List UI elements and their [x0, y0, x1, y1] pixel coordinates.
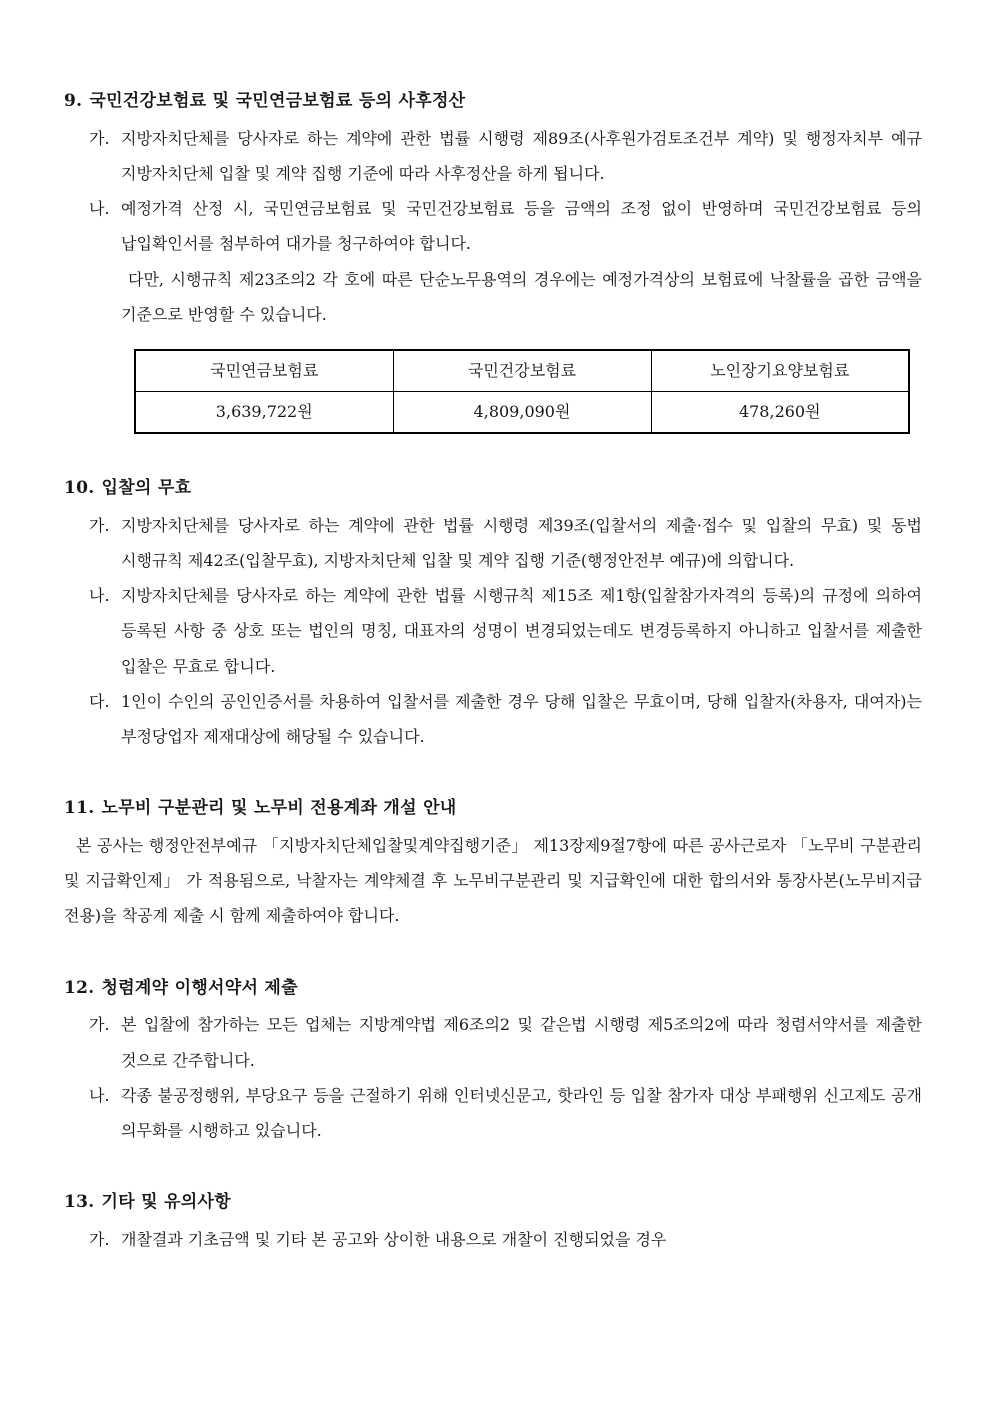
- item-text: 각종 불공정행위, 부당요구 등을 근절하기 위해 인터넷신문고, 핫라인 등 입찰 참가자 대상 부패행위 신고제도 공개 의무화를 시행하고 있습니다.: [121, 1085, 922, 1140]
- section-heading: [64, 791, 922, 826]
- section-heading: [64, 84, 922, 119]
- body-paragraph: 본 공사는 행정안전부예규 「지방자치단체입찰및계약집행기준」 제13장제9절7항에 따른 공사근로자 「노무비 구분관리 및 지급확인제」 가 적용됨으로, 낙찰자는 계약체결 후 노무비구분관리 및 지급확인에 대한 합의서와 통장사본(노무비지급 전용)을 착공계 제출 시 함께 제출하여야 합니다.: [64, 835, 922, 926]
- item-text: 지방자치단체를 당사자로 하는 계약에 관한 법률 시행령 제39조(입찰서의 제출·접수 및 입찰의 무효) 및 동법 시행규칙 제42조(입찰무효), 지방자치단체 입찰 및 계약 집행 기준(행정안전부 예규)에 의합니다.: [121, 515, 922, 570]
- table-value-cell: 478,260원: [651, 391, 909, 433]
- list-item: [89, 508, 922, 578]
- list-item: [89, 578, 922, 684]
- list-item: [89, 684, 922, 754]
- item-text: 개찰결과 기초금액 및 기타 본 공고와 상이한 내용으로 개찰이 진행되었을 경우: [121, 1229, 667, 1249]
- section-number: 12.: [64, 977, 95, 998]
- section-11: [64, 791, 922, 933]
- section-number: 11.: [64, 798, 95, 819]
- section-title: 청렴계약 이행서약서 제출: [101, 977, 298, 998]
- section-title: 국민건강보험료 및 국민연금보험료 등의 사후정산: [89, 91, 466, 111]
- list-item: [89, 191, 922, 261]
- note-paragraph: 다만, 시행규칙 제23조의2 각 호에 따른 단순노무용역의 경우에는 예정가격상의 보험료에 낙찰률을 곱한 금액을 기준으로 반영할 수 있습니다.: [121, 269, 922, 324]
- section-number: 13.: [64, 1192, 95, 1213]
- item-label: 나.: [89, 199, 110, 219]
- table-header-cell: 국민건강보험료: [393, 350, 651, 392]
- section-heading: [64, 1185, 922, 1220]
- item-label: 가.: [89, 515, 110, 535]
- section-number: 10.: [64, 477, 95, 498]
- item-label: 다.: [89, 691, 110, 711]
- section-title: 기타 및 유의사항: [101, 1192, 231, 1213]
- list-item: [89, 1007, 922, 1077]
- item-label: 가.: [89, 128, 110, 148]
- item-text: 지방자치단체를 당사자로 하는 계약에 관한 법률 시행령 제89조(사후원가검토조건부 계약) 및 행정자치부 예규 지방자치단체 입찰 및 계약 집행 기준에 따라 사후정산을 하게 됩니다.: [121, 128, 922, 184]
- table-value-row: [135, 391, 909, 433]
- item-label: 가.: [89, 1229, 110, 1249]
- section-title: 입찰의 무효: [101, 477, 192, 498]
- table-header-cell: 국민연금보험료: [135, 350, 393, 392]
- section-10: [64, 471, 922, 754]
- table-value-cell: 3,639,722원: [135, 391, 393, 433]
- list-item: [89, 1078, 922, 1148]
- section-13: [64, 1185, 922, 1257]
- item-text: 본 입찰에 참가하는 모든 업체는 지방계약법 제6조의2 및 같은법 시행령 제5조의2에 따라 청렴서약서를 제출한 것으로 간주합니다.: [121, 1015, 922, 1070]
- item-label: 가.: [89, 1015, 110, 1035]
- table-value-cell: 4,809,090원: [393, 391, 651, 433]
- item-label: 나.: [89, 586, 110, 606]
- list-item: [89, 1222, 922, 1257]
- table-header-row: [135, 350, 909, 392]
- table-header-cell: 노인장기요양보험료: [651, 350, 909, 392]
- item-label: 나.: [89, 1085, 110, 1105]
- section-title: 노무비 구분관리 및 노무비 전용계좌 개설 안내: [101, 798, 457, 819]
- item-text: 지방자치단체를 당사자로 하는 계약에 관한 법률 시행규칙 제15조 제1항(입찰참가자격의 등록)의 규정에 의하여 등록된 사항 중 상호 또는 법인의 명칭, 대표자의 성명이 변경되었는데도 변경등록하지 아니하고 입찰서를 제출한 입찰은 무효로 합니다.: [121, 586, 922, 676]
- section-heading: [64, 971, 922, 1006]
- item-text: 1인이 수인의 공인인증서를 차용하여 입찰서를 제출한 경우 당해 입찰은 무효이며, 당해 입찰자(차용자, 대여자)는 부정당업자 제재대상에 해당될 수 있습니다.: [121, 691, 922, 746]
- insurance-table: [134, 349, 910, 434]
- section-9: [64, 84, 922, 434]
- list-item: [89, 121, 922, 191]
- section-12: [64, 971, 922, 1149]
- item-text: 예정가격 산정 시, 국민연금보험료 및 국민건강보험료 등을 금액의 조정 없이 반영하며 국민건강보험료 등의 납입확인서를 첨부하여 대가를 청구하여야 합니다.: [121, 199, 922, 254]
- section-heading: [64, 471, 922, 506]
- section-number: 9.: [64, 91, 83, 111]
